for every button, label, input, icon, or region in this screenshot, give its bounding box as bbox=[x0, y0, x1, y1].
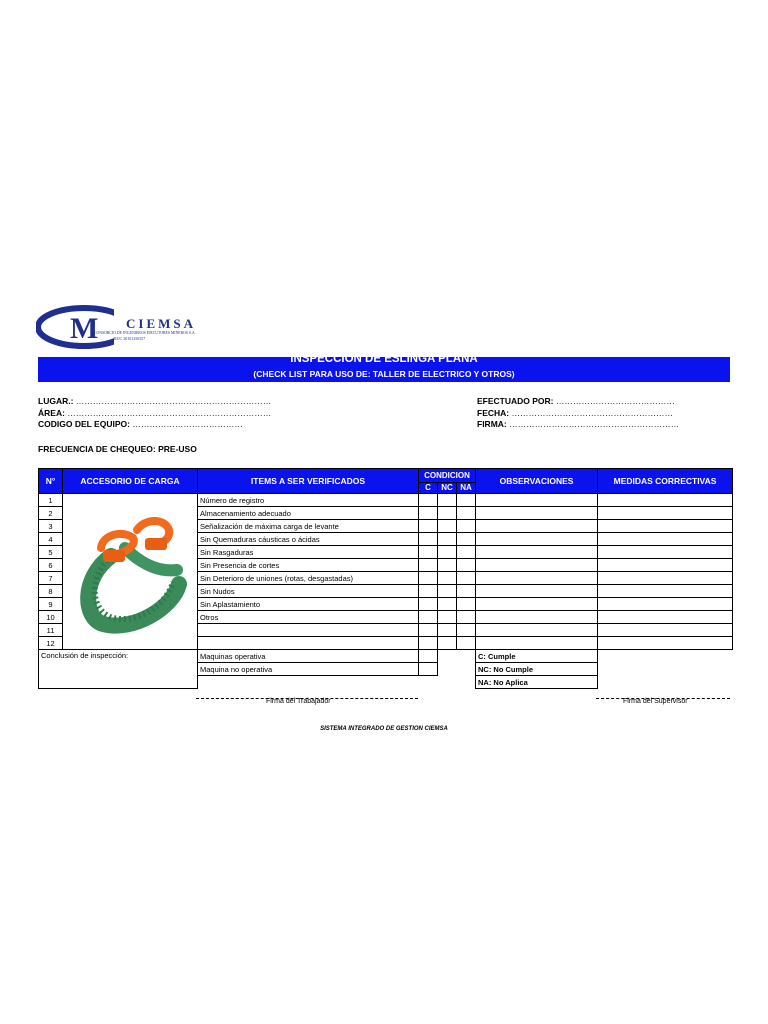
cell-c[interactable] bbox=[419, 520, 438, 533]
row-number: 12 bbox=[39, 637, 63, 650]
cell-c[interactable] bbox=[419, 533, 438, 546]
area-label: ÁREA: bbox=[38, 408, 65, 418]
header-na: NA bbox=[457, 483, 476, 494]
cell-na[interactable] bbox=[457, 533, 476, 546]
header-items: ITEMS A SER VERIFICADOS bbox=[198, 469, 419, 494]
efectuado-field[interactable] bbox=[477, 396, 675, 406]
cell-na[interactable] bbox=[457, 494, 476, 507]
cell-observaciones[interactable] bbox=[476, 585, 598, 598]
maquina-operativa-check[interactable] bbox=[419, 650, 438, 663]
cell-medidas[interactable] bbox=[598, 533, 733, 546]
cell-observaciones[interactable] bbox=[476, 520, 598, 533]
row-item bbox=[198, 624, 419, 637]
conclusion-label: Conclusión de inspección: bbox=[41, 651, 129, 660]
cell-nc[interactable] bbox=[438, 559, 457, 572]
cell-c[interactable] bbox=[419, 637, 438, 650]
company-subtitle: CONSORCIO DE INGENIEROS EJECUTORES MINEROS S.A. bbox=[94, 331, 196, 335]
cell-medidas[interactable] bbox=[598, 585, 733, 598]
cell-c[interactable] bbox=[419, 611, 438, 624]
cell-nc[interactable] bbox=[438, 533, 457, 546]
cell-observaciones[interactable] bbox=[476, 637, 598, 650]
cell-observaciones[interactable] bbox=[476, 559, 598, 572]
cell-na[interactable] bbox=[457, 520, 476, 533]
header-nc: NC bbox=[438, 483, 457, 494]
legend-na: NA: No Aplica bbox=[476, 676, 598, 689]
header-observaciones: OBSERVACIONES bbox=[476, 469, 598, 494]
cell-c[interactable] bbox=[419, 559, 438, 572]
supervisor-signature-label: Firma del Supervisor bbox=[623, 698, 688, 705]
svg-text:M: M bbox=[70, 312, 99, 345]
lugar-field[interactable] bbox=[38, 396, 271, 406]
row-item: Sin Quemaduras cáusticas o ácidas bbox=[198, 533, 419, 546]
cell-medidas[interactable] bbox=[598, 611, 733, 624]
cell-c[interactable] bbox=[419, 585, 438, 598]
row-item: Otros bbox=[198, 611, 419, 624]
cell-medidas[interactable] bbox=[598, 572, 733, 585]
cell-nc[interactable] bbox=[438, 637, 457, 650]
cell-na[interactable] bbox=[457, 585, 476, 598]
form-subtitle: (CHECK LIST PARA USO DE: TALLER DE ELECTRICO Y OTROS) bbox=[253, 369, 515, 379]
company-ruc: RUC 20101256357 bbox=[114, 336, 146, 341]
cell-medidas[interactable] bbox=[598, 598, 733, 611]
cell-c[interactable] bbox=[419, 624, 438, 637]
cell-na[interactable] bbox=[457, 572, 476, 585]
row-number: 5 bbox=[39, 546, 63, 559]
firma-label: FIRMA: bbox=[477, 419, 507, 429]
header-accesorio: ACCESORIO DE CARGA bbox=[63, 469, 198, 494]
cell-na[interactable] bbox=[457, 507, 476, 520]
lugar-label: LUGAR.: bbox=[38, 396, 74, 406]
header-c: C bbox=[419, 483, 438, 494]
cell-nc[interactable] bbox=[438, 546, 457, 559]
codigo-field[interactable] bbox=[38, 419, 243, 429]
company-name: CIEMSA bbox=[126, 316, 197, 331]
cell-na[interactable] bbox=[457, 559, 476, 572]
row-item: Sin Aplastamiento bbox=[198, 598, 419, 611]
cell-nc[interactable] bbox=[438, 611, 457, 624]
title-banner bbox=[38, 353, 730, 382]
header-num: N° bbox=[39, 469, 63, 494]
firma-field[interactable] bbox=[477, 419, 679, 429]
row-number: 3 bbox=[39, 520, 63, 533]
cell-nc[interactable] bbox=[438, 598, 457, 611]
efectuado-value: …………………………………… bbox=[555, 396, 675, 406]
footer-text: SISTEMA INTEGRADO DE GESTION CIEMSA bbox=[320, 726, 448, 732]
cell-na[interactable] bbox=[457, 611, 476, 624]
cell-c[interactable] bbox=[419, 572, 438, 585]
cell-medidas[interactable] bbox=[598, 546, 733, 559]
cell-na[interactable] bbox=[457, 624, 476, 637]
cell-medidas[interactable] bbox=[598, 624, 733, 637]
row-item: Sin Deterioro de uniones (rotas, desgastadas) bbox=[198, 572, 419, 585]
codigo-value: ………………………………… bbox=[132, 419, 243, 429]
cell-observaciones[interactable] bbox=[476, 546, 598, 559]
cell-observaciones[interactable] bbox=[476, 494, 598, 507]
maquina-operativa-label: Maquinas operativa bbox=[198, 650, 419, 663]
trabajador-signature-label: Firma del Trabajador bbox=[266, 698, 331, 705]
row-number: 6 bbox=[39, 559, 63, 572]
fecha-value: ………………………………………………… bbox=[511, 408, 673, 418]
row-item bbox=[198, 637, 419, 650]
legend-nc: NC: No Cumple bbox=[476, 663, 598, 676]
row-number: 11 bbox=[39, 624, 63, 637]
cell-medidas[interactable] bbox=[598, 559, 733, 572]
maquina-no-operativa-label: Maquina no operativa bbox=[198, 663, 419, 676]
legend-c: C: Cumple bbox=[476, 650, 598, 663]
cell-na[interactable] bbox=[457, 546, 476, 559]
accesorio-cell bbox=[63, 494, 198, 650]
inspection-table bbox=[38, 468, 733, 689]
cell-c[interactable] bbox=[419, 598, 438, 611]
cell-observaciones[interactable] bbox=[476, 533, 598, 546]
row-item: Señalización de máxima carga de levante bbox=[198, 520, 419, 533]
flat-sling-image bbox=[73, 508, 187, 636]
cell-c[interactable] bbox=[419, 507, 438, 520]
table-row bbox=[39, 494, 733, 507]
conclusion-cell[interactable] bbox=[39, 650, 198, 689]
cell-na[interactable] bbox=[457, 637, 476, 650]
cell-nc[interactable] bbox=[438, 572, 457, 585]
form-title: INSPECCION DE ESLINGA PLANA bbox=[290, 353, 478, 365]
lugar-value: …………………………………………………………… bbox=[75, 396, 272, 406]
fecha-label: FECHA: bbox=[477, 408, 510, 418]
cell-na[interactable] bbox=[457, 598, 476, 611]
cell-observaciones[interactable] bbox=[476, 507, 598, 520]
row-item: Sin Nudos bbox=[198, 585, 419, 598]
cell-medidas[interactable] bbox=[598, 494, 733, 507]
cell-nc[interactable] bbox=[438, 585, 457, 598]
cell-observaciones[interactable] bbox=[476, 598, 598, 611]
row-number: 8 bbox=[39, 585, 63, 598]
cell-observaciones[interactable] bbox=[476, 624, 598, 637]
frecuencia-text: FRECUENCIA DE CHEQUEO: PRE-USO bbox=[38, 444, 197, 454]
codigo-label: CODIGO DEL EQUIPO: bbox=[38, 419, 130, 429]
row-item: Sin Rasgaduras bbox=[198, 546, 419, 559]
cell-nc[interactable] bbox=[438, 494, 457, 507]
cell-observaciones[interactable] bbox=[476, 572, 598, 585]
cell-c[interactable] bbox=[419, 546, 438, 559]
maquina-no-operativa-check[interactable] bbox=[419, 663, 438, 676]
cell-medidas[interactable] bbox=[598, 520, 733, 533]
header-medidas: MEDIDAS CORRECTIVAS bbox=[598, 469, 733, 494]
cell-nc[interactable] bbox=[438, 520, 457, 533]
cell-nc[interactable] bbox=[438, 624, 457, 637]
row-number: 10 bbox=[39, 611, 63, 624]
cell-c[interactable] bbox=[419, 494, 438, 507]
row-number: 9 bbox=[39, 598, 63, 611]
area-field[interactable] bbox=[38, 408, 271, 418]
row-number: 1 bbox=[39, 494, 63, 507]
efectuado-label: EFECTUADO POR: bbox=[477, 396, 554, 406]
row-item: Número de registro bbox=[198, 494, 419, 507]
cell-nc[interactable] bbox=[438, 507, 457, 520]
fecha-field[interactable] bbox=[477, 408, 673, 418]
row-item: Almacenamiento adecuado bbox=[198, 507, 419, 520]
area-value: ……………………………………………………………… bbox=[67, 408, 272, 418]
row-number: 7 bbox=[39, 572, 63, 585]
header-condicion: CONDICION bbox=[419, 469, 476, 483]
cell-observaciones[interactable] bbox=[476, 611, 598, 624]
row-number: 4 bbox=[39, 533, 63, 546]
firma-value: …………………………………………………… bbox=[509, 419, 680, 429]
row-item: Sin Presencia de cortes bbox=[198, 559, 419, 572]
cell-medidas[interactable] bbox=[598, 507, 733, 520]
row-number: 2 bbox=[39, 507, 63, 520]
cell-medidas[interactable] bbox=[598, 637, 733, 650]
